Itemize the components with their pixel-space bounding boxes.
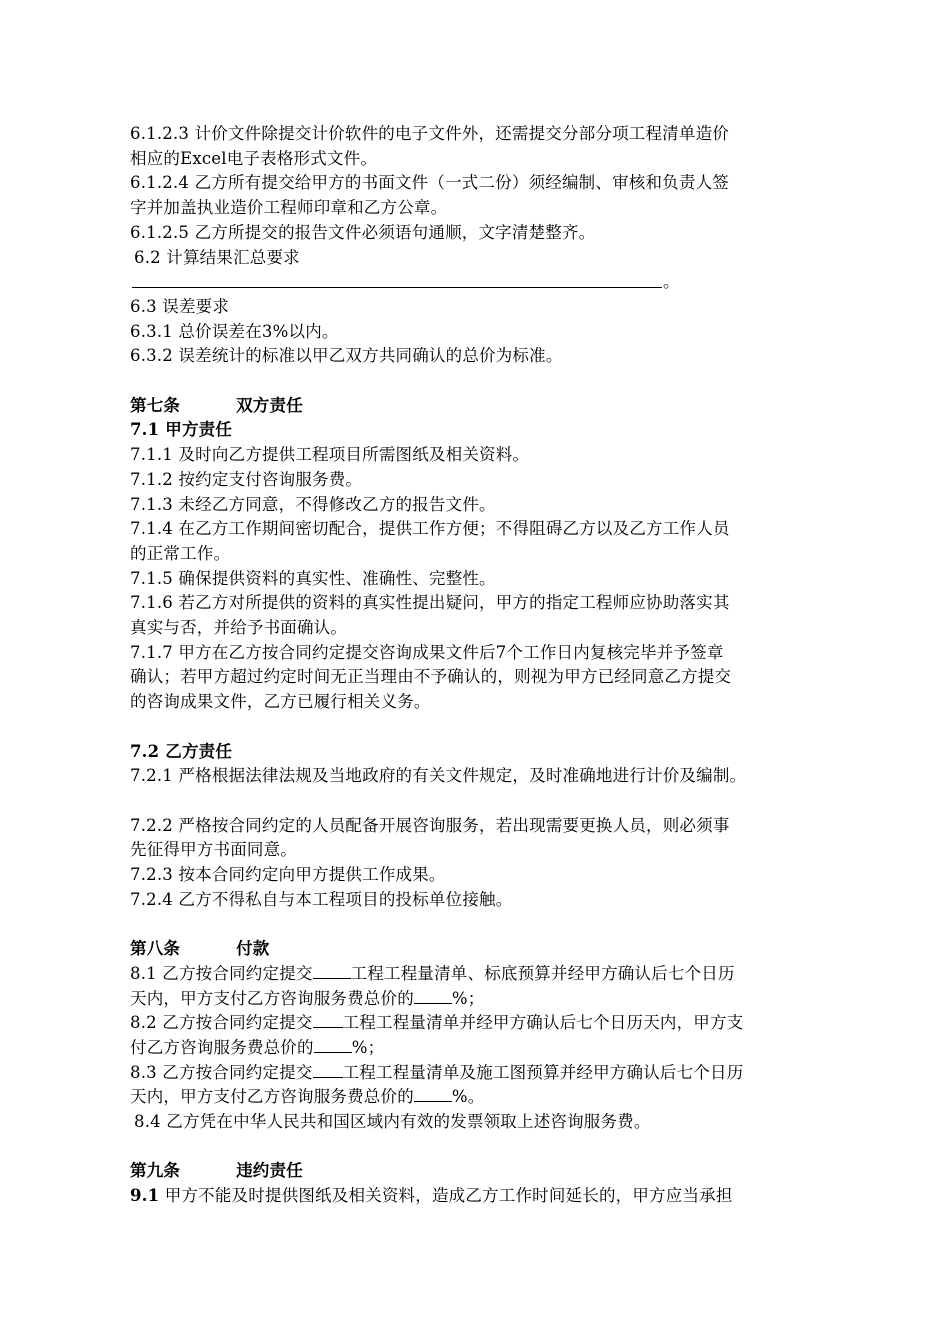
clause-7-1-7-line-1: 7.1.7 甲方在乙方按合同约定提交咨询成果文件后7个工作日内复核完毕并予签章 [130,642,724,662]
clause-8-4: 8.4 乙方凭在中华人民共和国区域内有效的发票领取上述咨询服务费。 [134,1112,651,1132]
clause-8-1-line-2 [130,987,845,1012]
clause-7-2-1: 7.2.1 严格根据法律法规及当地政府的有关文件规定，及时准确地进行计价及编制。 [130,766,747,786]
clause-7-1-3: 7.1.3 未经乙方同意，不得修改乙方的报告文件。 [130,494,496,514]
clause-8-2-line-2 [130,1036,845,1061]
clause-8-2-text-c: 付乙方咨询服务费总价的 [130,1037,314,1057]
blank-underline [414,989,452,1004]
clause-6-3-2: 6.3.2 误差统计的标准以甲乙双方共同确认的总价为标准。 [130,346,563,366]
clause-7-1-6-line-1: 7.1.6 若乙方对所提供的资料的真实性提出疑问，甲方的指定工程师应协助落实其 [130,593,730,613]
fill-in-line [130,270,845,295]
clause-8-1-text-b: 工程工程量清单、标底预算并经甲方确认后七个日历 [350,963,735,983]
blank-underline [313,964,351,979]
spacer [130,369,845,394]
fill-in-underline [132,287,662,288]
clause-7-1-4-line-1: 7.1.4 在乙方工作期间密切配合，提供工作方便；不得阻碍乙方以及乙方工作人员 [130,519,730,539]
clause-6-2: 6.2 计算结果汇总要求 [134,247,300,267]
clause-6-1-2-4-line-1: 6.1.2.4 乙方所有提交给甲方的书面文件（一式二份）须经编制、审核和负责人签 [130,173,729,193]
clause-8-3-text-d: %。 [451,1087,485,1107]
clause-7-1-6-line-2: 真实与否，并给予书面确认。 [130,618,348,638]
clause-6-1-2-3-line-2: 相应的Excel电子表格形式文件。 [130,148,378,168]
blank-underline [313,1063,343,1078]
clause-8-1-text-c: 天内，甲方支付乙方咨询服务费总价的 [130,988,414,1008]
clause-8-1-line-1 [130,962,845,987]
spacer [130,715,845,740]
clause-7-2-4: 7.2.4 乙方不得私自与本工程项目的投标单位接触。 [130,889,513,909]
clause-8-3-text-c: 天内，甲方支付乙方咨询服务费总价的 [130,1087,414,1107]
clause-8-1-text-d: %； [451,988,485,1008]
clause-7-1-4-line-2: 的正常工作。 [130,543,231,563]
article-9-heading [130,1159,845,1184]
clause-8-2-line-1 [130,1011,845,1036]
clause-8-3-text-a: 8.3 乙方按合同约定提交 [130,1062,313,1082]
clause-6-3-1: 6.3.1 总价误差在3%以内。 [130,321,339,341]
section-7-1-heading: 7.1 甲方责任 [130,420,233,440]
article-7-number: 第七条 [130,395,181,415]
spacer [130,789,845,814]
article-8-title: 付款 [236,939,270,959]
clause-7-2-2-line-2: 先征得甲方书面同意。 [130,840,297,860]
clause-7-1-7-line-2: 确认；若甲方超过约定时间无正当理由不予确认的，则视为甲方已经同意乙方提交 [130,667,732,687]
clause-7-1-2: 7.1.2 按约定支付咨询服务费。 [130,469,363,489]
section-7-2-heading: 7.2 乙方责任 [130,741,233,761]
spacer [130,1135,845,1160]
clause-9-1-text: 甲方不能及时提供图纸及相关资料，造成乙方工作时间延长的，甲方应当承担 [159,1186,733,1206]
clause-8-3-line-1 [130,1061,845,1086]
article-8-number: 第八条 [130,939,181,959]
article-9-number: 第九条 [130,1161,181,1181]
clause-6-1-2-3-line-1: 6.1.2.3 计价文件除提交计价软件的电子文件外，还需提交分部分项工程清单造价 [130,124,729,143]
clause-8-2-text-d: %； [351,1037,385,1057]
document-page [130,122,845,1209]
clause-8-3-line-2 [130,1085,845,1110]
clause-9-1-number: 9.1 [130,1186,160,1206]
spacer [130,912,845,937]
clause-8-3-text-b: 工程工程量清单及施工图预算并经甲方确认后七个日历 [342,1062,744,1082]
clause-8-2-text-b: 工程工程量清单并经甲方确认后七个日历天内，甲方支 [342,1013,744,1033]
clause-7-2-3: 7.2.3 按本合同约定向甲方提供工作成果。 [130,865,446,885]
blank-underline [414,1087,452,1102]
blank-underline [314,1038,352,1053]
article-9-title: 违约责任 [236,1161,303,1181]
fill-in-period: 。 [663,272,680,292]
blank-underline [313,1013,343,1028]
article-7-title: 双方责任 [236,395,303,415]
article-8-heading [130,937,845,962]
clause-9-1-line-1 [130,1184,845,1209]
clause-6-1-2-5: 6.1.2.5 乙方所提交的报告文件必须语句通顺，文字清楚整齐。 [130,222,596,242]
clause-7-2-2-line-1: 7.2.2 严格按合同约定的人员配备开展咨询服务，若出现需要更换人员，则必须事 [130,815,730,835]
clause-7-1-5: 7.1.5 确保提供资料的真实性、准确性、完整性。 [130,568,496,588]
clause-8-2-text-a: 8.2 乙方按合同约定提交 [130,1013,313,1033]
article-7-heading [130,394,845,419]
clause-7-1-7-line-3: 的咨询成果文件，乙方已履行相关义务。 [130,692,431,712]
clause-6-3: 6.3 误差要求 [130,296,230,316]
clause-7-1-1: 7.1.1 及时向乙方提供工程项目所需图纸及相关资料。 [130,445,530,465]
clause-6-1-2-4-line-2: 字并加盖执业造价工程师印章和乙方公章。 [130,198,448,218]
clause-8-1-text-a: 8.1 乙方按合同约定提交 [130,963,313,983]
